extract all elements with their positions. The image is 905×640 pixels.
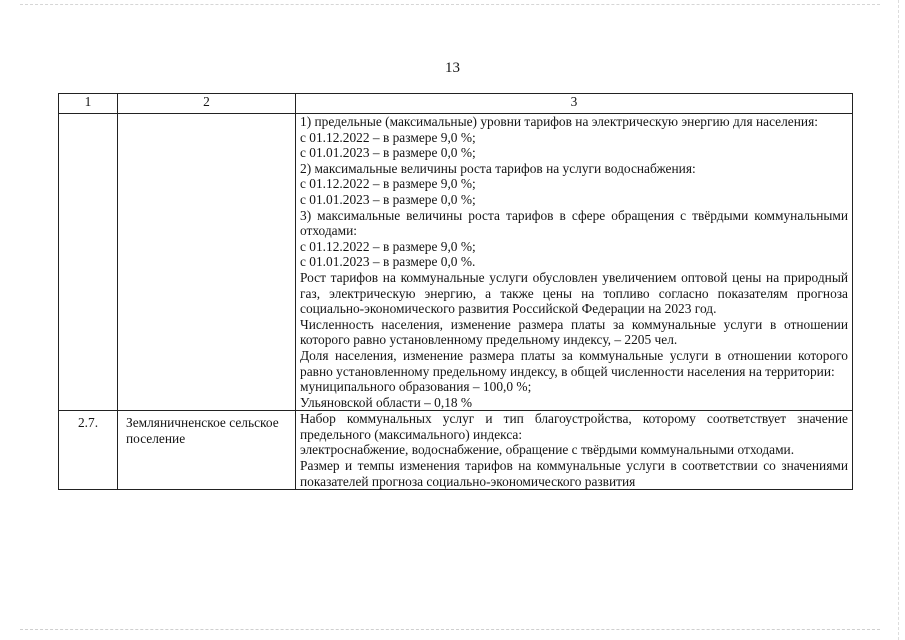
page-number: 13 [445,60,460,76]
row2-content-cell [296,411,853,490]
share-region: Ульяновской области – 0,18 % [300,394,473,410]
date-line: с 01.01.2023 – в размере 0,0 %. [300,254,476,270]
row1-content-cell [296,114,853,411]
paragraph-services-list: электроснабжение, водоснабжение, обращение с твёрдыми коммунальными отходами. [300,442,795,458]
row2-settlement-name: Земляничненское сельское поселение [118,411,296,490]
date-line: с 01.12.2022 – в размере 9,0 %; [300,176,476,192]
paragraph-population-share: Доля населения, изменение размера платы за коммунальные услуги в отношении которого равно установленному предельному индексу, в общей численности населения на территории: [300,347,848,379]
paragraph-population-count: Численность населения, изменение размера платы за коммунальные услуги в отношении которого равно установленному предельному индексу, – 2205 чел. [300,316,848,348]
date-line: с 01.01.2023 – в размере 0,0 %; [300,191,476,207]
date-line: с 01.12.2022 – в размере 9,0 %; [300,129,476,145]
paragraph-tariff-growth: Рост тарифов на коммунальные услуги обусловлен увеличением оптовой цены на природный газ, электрическую энергию, а также цены на топливо согласно показателям прогноза социально-экономического развития Российской Федерации на 2023 год. [300,269,848,317]
header-col-3: 3 [296,94,853,114]
list-item-2: 2) максимальные величины роста тарифов на услуги водоснабжения: [300,160,696,176]
table-row [59,114,853,411]
header-col-1: 1 [59,94,118,114]
row1-name-cell [118,114,296,411]
list-item-1: 1) предельные (максимальные) уровни тарифов на электрическую энергию для населения: [300,114,818,129]
table-row [59,411,853,490]
list-item-3: 3) максимальные величины роста тарифов в сфере обращения с твёрдыми коммунальными отходами: [300,207,848,239]
table-header-row [59,94,853,114]
date-line: с 01.12.2022 – в размере 9,0 %; [300,238,476,254]
paragraph-services-set: Набор коммунальных услуг и тип благоустройства, которому соответствует значение предельного (максимального) индекса: [300,411,848,442]
paragraph-tariff-size: Размер и темпы изменения тарифов на коммунальные услуги в соответствии со значениями показателей прогноза социально-экономического развития [300,458,848,489]
share-municipal: муниципального образования – 100,0 %; [300,379,532,395]
scan-edge-bottom [20,629,880,631]
scan-edge-right [898,0,900,640]
document-table [58,93,853,490]
row1-number-cell [59,114,118,411]
date-line: с 01.01.2023 – в размере 0,0 %; [300,145,476,161]
header-col-2: 2 [118,94,296,114]
row2-number: 2.7. [59,411,118,490]
scan-edge-top [20,4,880,6]
